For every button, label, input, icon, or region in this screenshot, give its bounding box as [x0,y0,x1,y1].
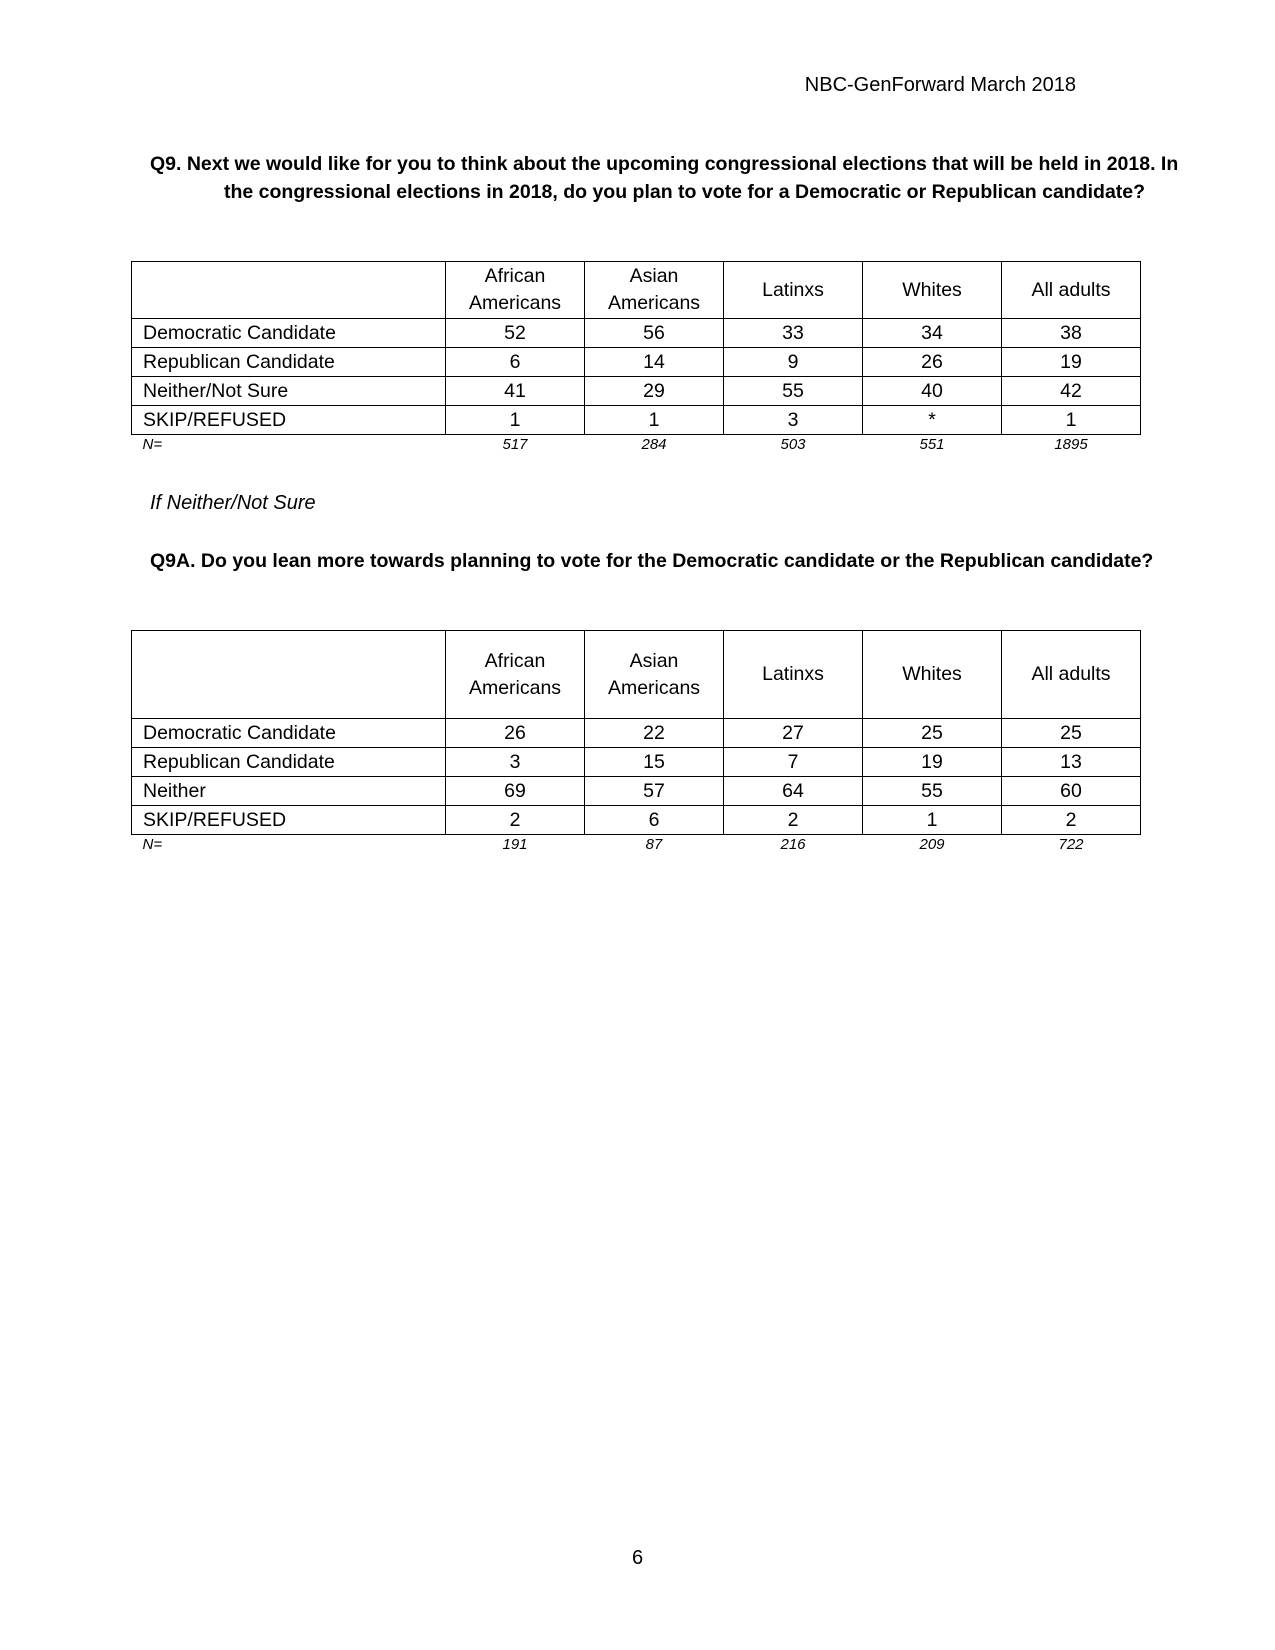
column-header: Latinxs [724,631,863,719]
table-cell: 52 [446,319,585,348]
table-cell: 3 [446,748,585,777]
sample-size-row [132,435,1141,460]
row-label: Democratic Candidate [132,719,446,748]
q9a-results-table [131,630,1141,859]
table-cell: 55 [863,777,1002,806]
row-label: SKIP/REFUSED [132,806,446,835]
table-cell: 26 [446,719,585,748]
sample-size-value: 284 [641,436,667,453]
table-row [132,377,1141,406]
table-cell: 1 [446,406,585,435]
table-cell: 6 [585,806,724,835]
table-cell: 27 [724,719,863,748]
sample-size-value: 191 [502,836,528,853]
table-cell: 25 [1002,719,1141,748]
column-header: All adults [1002,262,1141,319]
table-row [132,748,1141,777]
sample-size-label: N= [142,436,163,453]
column-header: African Americans [446,262,585,319]
column-header [132,631,446,719]
table-cell: 38 [1002,319,1141,348]
row-label: Republican Candidate [132,748,446,777]
page-number: 6 [631,1547,644,1569]
table-cell: 2 [1002,806,1141,835]
sample-size-value: 87 [645,836,663,853]
table-cell: 1 [1002,406,1141,435]
table-cell: 69 [446,777,585,806]
table-cell: 40 [863,377,1002,406]
column-header: Whites [863,262,1002,319]
sample-size-value: 216 [780,836,806,853]
question-q9a: Q9A. Do you lean more towards planning to vote for the Democratic candidate or the Republican candidate? [150,550,1154,572]
table-cell: 2 [446,806,585,835]
column-header [132,262,446,319]
table-cell: 55 [724,377,863,406]
q9-results-table [131,261,1141,459]
table-cell: 2 [724,806,863,835]
row-label: SKIP/REFUSED [132,406,446,435]
filter-note: If Neither/Not Sure [150,492,316,514]
table-cell: 19 [1002,348,1141,377]
column-header: Latinxs [724,262,863,319]
column-header: Asian Americans [585,262,724,319]
table-cell: 15 [585,748,724,777]
table-row [132,406,1141,435]
table-row [132,719,1141,748]
table-cell: 22 [585,719,724,748]
table-cell: 19 [863,748,1002,777]
table-cell: 14 [585,348,724,377]
sample-size-value: 503 [780,436,806,453]
table-cell: 34 [863,319,1002,348]
table-cell: 3 [724,406,863,435]
sample-size-value: 517 [502,436,528,453]
sample-size-row [132,835,1141,860]
table-cell: 64 [724,777,863,806]
table-cell: 26 [863,348,1002,377]
document-header: NBC-GenForward March 2018 [804,74,1076,96]
table-cell: 29 [585,377,724,406]
table-cell: 1 [863,806,1002,835]
sample-size-value: 209 [919,836,945,853]
column-header: African Americans [446,631,585,719]
row-label: Neither/Not Sure [132,377,446,406]
table-row [132,806,1141,835]
table-row [132,777,1141,806]
sample-size-value: 1895 [1054,436,1088,453]
table-header-row [132,631,1141,719]
table-cell: 60 [1002,777,1141,806]
row-label: Democratic Candidate [132,319,446,348]
table-cell: 9 [724,348,863,377]
sample-size-label: N= [142,836,163,853]
table-row [132,319,1141,348]
table-header-row [132,262,1141,319]
table-row [132,348,1141,377]
table-cell: 41 [446,377,585,406]
table-cell: 57 [585,777,724,806]
question-q9: Q9. Next we would like for you to think about the upcoming congressional elections that will be held in 2018. In the congressional elections in 2018, do you plan to vote for a Democratic or Republican candidate? [150,153,1179,203]
column-header: All adults [1002,631,1141,719]
table-cell: 33 [724,319,863,348]
sample-size-value: 551 [919,436,945,453]
table-cell: 25 [863,719,1002,748]
table-cell: 7 [724,748,863,777]
table-cell: * [863,406,1002,435]
table-cell: 13 [1002,748,1141,777]
sample-size-value: 722 [1058,836,1084,853]
column-header: Whites [863,631,1002,719]
row-label: Neither [132,777,446,806]
table-cell: 1 [585,406,724,435]
column-header: Asian Americans [585,631,724,719]
row-label: Republican Candidate [132,348,446,377]
table-cell: 56 [585,319,724,348]
table-cell: 6 [446,348,585,377]
table-cell: 42 [1002,377,1141,406]
